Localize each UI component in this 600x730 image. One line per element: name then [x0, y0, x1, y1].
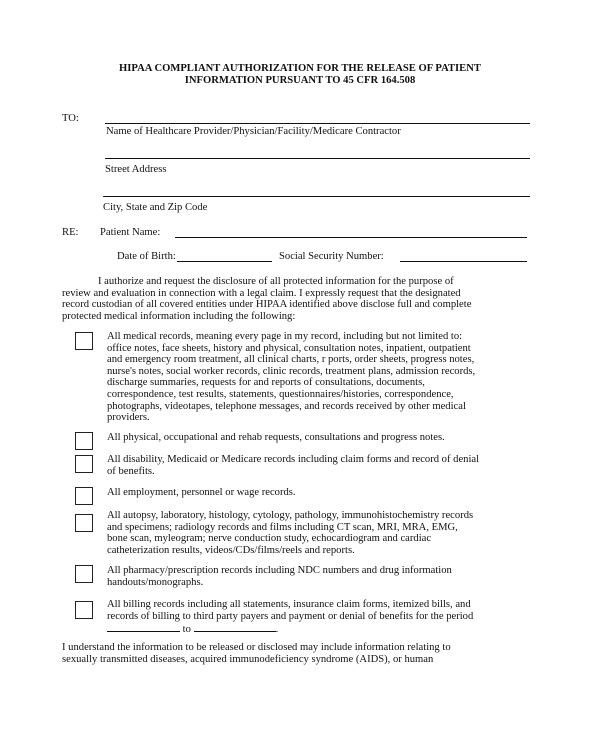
text-line: bone scan, myleogram; nerve conduction study, echocardiogram and cardiac [107, 533, 432, 545]
text-line: All physical, occupational and rehab requests, consultations and progress notes. [107, 432, 445, 443]
text-line: sexually transmitted diseases, acquired immunodeficiency syndrome (AIDS), or human [62, 653, 434, 665]
text-line: handouts/monographs. [107, 576, 204, 588]
checkbox-disability-records[interactable] [75, 455, 93, 473]
re-label: RE: [62, 227, 79, 238]
text-line: and emergency room treatment, all clinical charts, r ports, order sheets, progress notes, [107, 354, 475, 366]
street-address-label: Street Address [105, 164, 167, 175]
checkbox-billing-records[interactable] [75, 601, 93, 619]
to-label: TO: [62, 113, 79, 124]
text-line: of benefits. [107, 465, 155, 477]
ssn-label: Social Security Number: [279, 251, 384, 262]
option-medical-records [107, 331, 475, 424]
text-line: review and evaluation in connection with a legal claim. I expressly request that the designated [62, 287, 461, 299]
patient-name-label: Patient Name: [100, 227, 161, 238]
dob-label: Date of Birth: [117, 251, 176, 262]
text-line: I authorize and request the disclosure of all protected information for the purpose of [98, 276, 454, 287]
option-pharmacy-records [107, 565, 452, 588]
checkbox-physical-rehab[interactable] [75, 432, 93, 450]
checkbox-autopsy-lab-records[interactable] [75, 514, 93, 532]
text-line: office notes, face sheets, history and physical, consultation notes, inpatient, outpatient [107, 342, 471, 354]
text-line: All medical records, meaning every page in my record, including but not limited to: [107, 331, 463, 342]
text-line: protected medical information including the following: [62, 310, 296, 322]
city-state-zip-field[interactable] [103, 196, 530, 197]
text-line: photographs, videotapes, telephone messages, and records received by other medical [107, 400, 466, 412]
intro-paragraph [62, 276, 471, 322]
text-line: correspondence, test results, statements, questionnaires/histories, correspondence, [107, 388, 454, 400]
text-line: All employment, personnel or wage records. [107, 487, 296, 498]
text-line: All disability, Medicaid or Medicare records including claim forms and record of denial [107, 454, 480, 465]
option-billing-records [107, 599, 473, 622]
period-start-field[interactable] [107, 622, 180, 632]
text-line: I understand the information to be released or disclosed may include information relating to [62, 642, 451, 653]
option-disability-records [107, 454, 479, 477]
text-line: records of billing to third party payers and payment or denial of benefits for the period [107, 610, 474, 622]
provider-name-field[interactable] [105, 123, 530, 124]
document-title-line-2: INFORMATION PURSUANT TO 45 CFR 164.508 [184, 75, 416, 86]
ssn-field[interactable] [400, 261, 527, 262]
checkbox-employment-records[interactable] [75, 487, 93, 505]
dob-field[interactable] [177, 261, 272, 262]
checkbox-medical-records[interactable] [75, 332, 93, 350]
text-line: providers. [107, 412, 150, 424]
closing-paragraph [62, 642, 451, 665]
text-line: discharge summaries, requests for and reports of consultations, documents, [107, 377, 425, 389]
period-end-punct: . [275, 624, 279, 635]
period-to-label: to [182, 624, 191, 635]
period-end-field[interactable] [194, 622, 276, 632]
checkbox-pharmacy-records[interactable] [75, 565, 93, 583]
billing-period-row [107, 622, 278, 636]
patient-name-field[interactable] [175, 237, 527, 238]
text-line: All pharmacy/prescription records including NDC numbers and drug information [107, 565, 452, 576]
provider-name-label: Name of Healthcare Provider/Physician/Facility/Medicare Contractor [106, 126, 401, 137]
text-line: All autopsy, laboratory, histology, cytology, pathology, immunohistochemistry records [107, 510, 474, 521]
city-state-zip-label: City, State and Zip Code [103, 202, 208, 213]
text-line: All billing records including all statements, insurance claim forms, itemized bills, and [107, 599, 471, 610]
text-line: catheterization results, videos/CDs/films/reels and reports. [107, 544, 355, 556]
street-address-field[interactable] [105, 158, 530, 159]
text-line: and specimens; radiology records and films including CT scan, MRI, MRA, EMG, [107, 521, 458, 533]
document-title-line-1: HIPAA COMPLIANT AUTHORIZATION FOR THE RELEASE OF PATIENT [119, 63, 481, 74]
option-employment-records [107, 487, 296, 499]
option-autopsy-lab-records [107, 510, 473, 556]
option-physical-rehab [107, 432, 445, 444]
text-line: record custodian of all covered entities under HIPAA identified above disclose full and complete [62, 299, 472, 311]
text-line: nurse's notes, social worker records, clinic records, treatment plans, admission records, [107, 365, 476, 377]
